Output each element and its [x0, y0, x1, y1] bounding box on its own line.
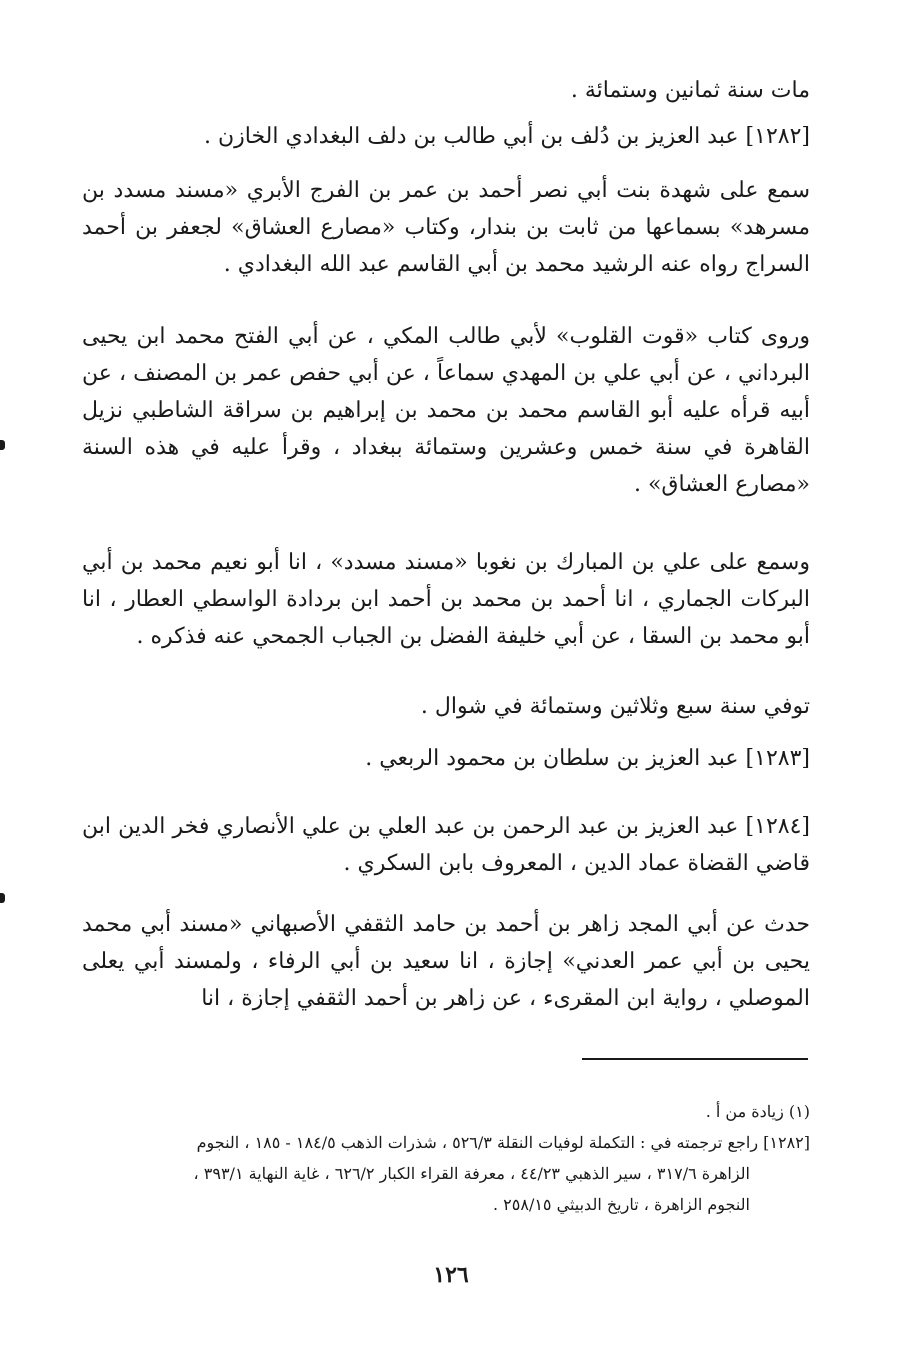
paragraph-text: حدث عن أبي المجد زاهر بن أحمد بن حامد الثقفي الأصبهاني «مسند أبي محمد يحيى بن أبي عمر العدني» إجازة ، انا سعيد بن أبي الرفاء ، ولمسند أبي يعلى الموصلي ، رواية ابن المقرىء ، عن زاهر بن أحمد الثقفي إجازة ، انا — [82, 912, 810, 1011]
paragraph-text: سمع على شهدة بنت أبي نصر أحمد بن عمر بن الفرج الأبري «مسند مسدد بن مسرهد» بسماعها من ثابت بن بندار، وكتاب «مصارع العشاق» لجعفر بن أحمد السراج رواه عنه الرشيد محمد بن أبي القاسم عبد الله البغدادي . — [82, 178, 811, 277]
footnotes — [82, 1096, 810, 1220]
paragraph-1282-narration — [82, 318, 810, 503]
paragraph-text: [١٢٨٤] عبد العزيز بن عبد الرحمن بن عبد العلي بن علي الأنصاري فخر الدين ابن قاضي القضاة عماد الدين ، المعروف بابن السكري . — [82, 814, 810, 876]
entry-1282-heading: [١٢٨٢] عبد العزيز بن دُلف بن أبي طالب بن دلف البغدادي الخازن . — [204, 124, 810, 149]
footnote-1: (١) زيادة من أ . — [705, 1102, 810, 1121]
entry-1283-heading: [١٢٨٣] عبد العزيز بن سلطان بن محمود الربعي . — [365, 746, 810, 771]
scan-edge-mark — [0, 893, 5, 903]
footnote-1282-line-2: الزاهرة ٣١٧/٦ ، سير الذهبي ٤٤/٢٣ ، معرفة القراء الكبار ٦٢٦/٢ ، غاية النهاية ٣٩٣/١ ، — [193, 1164, 750, 1183]
entry-1284-paragraph — [82, 808, 810, 882]
footnote-1282-line-3: النجوم الزاهرة ، تاريخ الدبيثي ٢٥٨/١٥ . — [492, 1195, 750, 1214]
page-number: ١٢٦ — [433, 1262, 469, 1288]
paragraph-1284-hadith — [82, 906, 810, 1017]
paragraph-text: وروى كتاب «قوت القلوب» لأبي طالب المكي ، عن أبي الفتح محمد ابن يحيى البرداني ، عن أبي علي بن المهدي سماعاً ، عن أبي حفص عمر بن المصنف ، عن أبيه قرأه عليه أبو القاسم محمد بن محمد بن إبراهيم بن سراقة الشاطبي نزيل القاهرة في سنة خمس وعشرين وستمائة ببغداد ، وقرأ عليه في هذه السنة «مصارع العشاق» . — [82, 324, 810, 497]
paragraph-text: وسمع على علي بن المبارك بن نغوبا «مسند مسدد» ، انا أبو نعيم محمد بن أبي البركات الجماري ، انا أحمد بن محمد بن أحمد ابن بردادة الواسطي العطار ، انا أبو محمد بن السقا ، عن أبي خليفة الفضل بن الجباب الجمحي عنه فذكره . — [82, 550, 810, 649]
death-date-line: توفي سنة سبع وثلاثين وستمائة في شوال . — [420, 694, 810, 719]
footnote-separator — [582, 1058, 808, 1060]
scan-edge-mark — [0, 440, 5, 450]
death-year-line: مات سنة ثمانين وستمائة . — [570, 78, 810, 103]
footnote-1282-line-1: [١٢٨٢] راجع ترجمته في : التكملة لوفيات النقلة ٥٢٦/٣ ، شذرات الذهب ١٨٤/٥ - ١٨٥ ، النجوم — [196, 1133, 810, 1152]
paragraph-1282-musnad — [82, 544, 810, 655]
paragraph-1282-hearing — [82, 172, 810, 283]
